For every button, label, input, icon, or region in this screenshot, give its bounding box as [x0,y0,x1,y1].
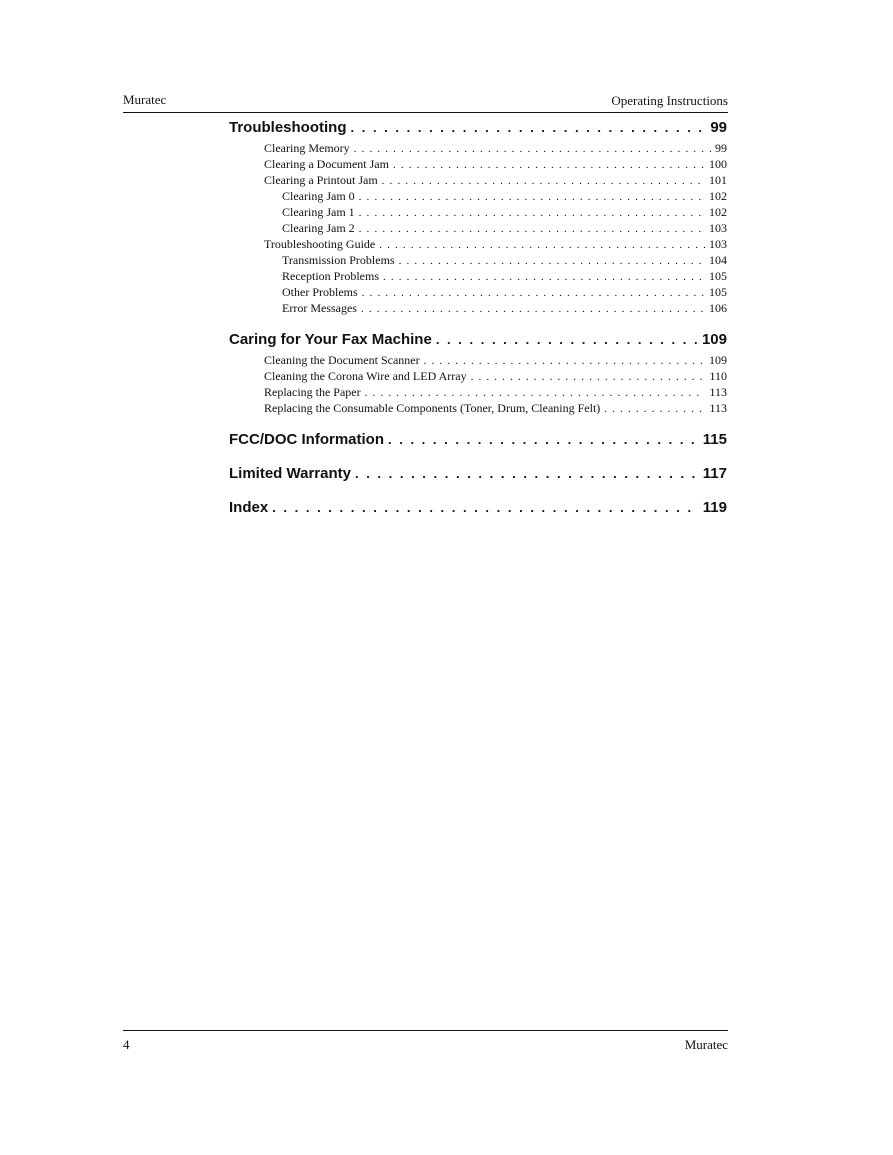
toc-entry-title: Troubleshooting Guide [264,237,376,251]
toc-section [229,498,727,518]
toc-leader-dots [272,498,699,518]
toc-entry-row [229,252,727,268]
toc-entry-title: Clearing a Printout Jam [264,173,378,187]
toc-entry-title: Clearing Jam 2 [282,221,355,235]
toc-section [229,118,727,316]
toc-leader-dots [351,118,707,138]
toc-leader-dots [399,253,705,268]
toc-entry-row [229,172,727,188]
toc-leader-dots [388,430,699,450]
toc-leader-dots [365,385,706,400]
toc-chapter-page: 119 [702,499,727,516]
toc-entry-row [229,220,727,236]
toc-entry-page: 104 [709,253,727,267]
header-left-text: Muratec [123,92,167,107]
toc-entry-title: Clearing Memory [264,141,350,155]
toc-entry-page: 113 [709,385,727,399]
toc-leader-dots [359,205,705,220]
toc-entry-page: 113 [709,401,727,415]
toc-entry-title: Clearing a Document Jam [264,157,389,171]
toc-chapter-row [229,464,727,484]
toc-chapter-row [229,498,727,518]
toc-entry-row [229,300,727,316]
toc-entry-title: Cleaning the Corona Wire and LED Array [264,369,467,383]
toc-chapter-row [229,118,727,138]
toc-leader-dots [362,285,705,300]
toc-entry-title: Transmission Problems [282,253,395,267]
toc-leader-dots [359,189,705,204]
toc-leader-dots [354,141,711,156]
toc-entry-row [229,400,727,416]
toc-entry-row [229,352,727,368]
toc-leader-dots [379,237,705,252]
header-right-text: Operating Instructions [611,93,728,108]
toc-leader-dots [382,173,705,188]
toc-entry-page: 103 [709,237,727,251]
toc-entry-title: Error Messages [282,301,357,315]
toc-chapter-row [229,330,727,350]
toc-entry-row [229,368,727,384]
toc-chapter-title: Index [229,499,269,516]
toc-chapter-title: Limited Warranty [229,465,351,482]
page-header [123,92,728,113]
toc-section [229,330,727,416]
toc-entry-title: Other Problems [282,285,358,299]
toc-entry-title: Clearing Jam 1 [282,205,355,219]
toc-entry-page: 99 [715,141,727,155]
toc-leader-dots [471,369,706,384]
toc-entry-row [229,384,727,400]
toc-chapter-page: 115 [702,431,727,448]
toc-entry-row [229,140,727,156]
toc-entry-title: Replacing the Paper [264,385,361,399]
toc-chapter-title: Caring for Your Fax Machine [229,331,432,348]
toc-entry-page: 102 [709,189,727,203]
toc-leader-dots [393,157,705,172]
toc-entry-page: 106 [709,301,727,315]
toc-entry-page: 100 [709,157,727,171]
toc-entry-title: Cleaning the Document Scanner [264,353,420,367]
toc-chapter-row [229,430,727,450]
toc-leader-dots [424,353,705,368]
page-number: 4 [123,1037,130,1052]
toc-chapter-page: 99 [710,119,727,136]
toc-chapter-page: 117 [702,465,727,482]
toc-leader-dots [604,401,705,416]
toc-entry-page: 110 [709,369,727,383]
toc-entry-page: 105 [709,285,727,299]
toc-section [229,464,727,484]
toc-chapter-title: Troubleshooting [229,119,347,136]
toc-entry-title: Reception Problems [282,269,379,283]
toc-entry-row [229,156,727,172]
toc-entry-title: Clearing Jam 0 [282,189,355,203]
table-of-contents [229,118,727,518]
toc-entry-row [229,204,727,220]
toc-entry-row [229,188,727,204]
toc-entry-row [229,268,727,284]
toc-entry-page: 103 [709,221,727,235]
toc-section [229,430,727,450]
toc-entry-row [229,236,727,252]
toc-chapter-title: FCC/DOC Information [229,431,384,448]
toc-leader-dots [359,221,705,236]
toc-entry-row [229,284,727,300]
footer-right-text: Muratec [684,1037,728,1052]
toc-entry-page: 105 [709,269,727,283]
toc-entry-page: 109 [709,353,727,367]
toc-leader-dots [436,330,698,350]
toc-entry-page: 102 [709,205,727,219]
toc-chapter-page: 109 [701,331,727,348]
toc-leader-dots [355,464,699,484]
toc-leader-dots [361,301,705,316]
page-footer [123,1030,728,1055]
toc-entry-title: Replacing the Consumable Components (Toner, Drum, Cleaning Felt) [264,401,601,415]
toc-leader-dots [383,269,705,284]
toc-entry-page: 101 [709,173,727,187]
